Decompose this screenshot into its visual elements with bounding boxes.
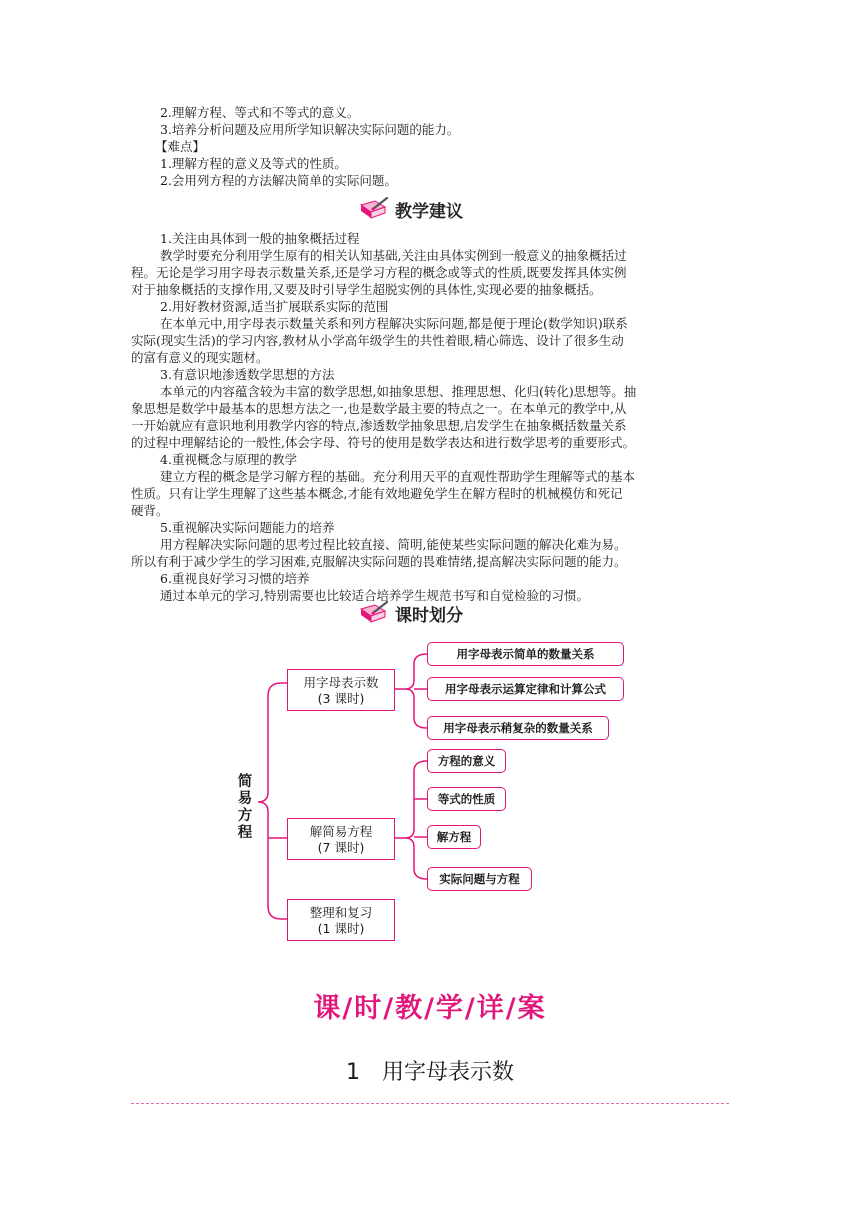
paragraph-line: 所以有利于减少学生的学习困难,克服解决实际问题的畏难情绪,提高解决实际问题的能力。 xyxy=(131,554,627,569)
tree-leaf: 等式的性质 xyxy=(427,787,506,811)
section-title: 课时划分 xyxy=(395,606,463,626)
paragraph-line: 硬背。 xyxy=(131,503,169,518)
lesson-plan-title: 课/时/教/学/详/案 xyxy=(313,993,547,1024)
paragraph-line: 通过本单元的学习,特别需要也比较适合培养学生规范书写和自觉检验的习惯。 xyxy=(160,588,589,603)
suggestion-heading: 4.重视概念与原理的教学 xyxy=(160,452,297,467)
suggestion-heading: 3.有意识地渗透数学思想的方法 xyxy=(160,367,335,382)
intro-line: 2.理解方程、等式和不等式的意义。 xyxy=(160,105,360,120)
tree-branch-letters xyxy=(287,669,395,711)
branch-hours: (7 课时) xyxy=(317,840,365,855)
paragraph-line: 教学时要充分利用学生原有的相关认知基础,关注由具体实例到一般意义的抽象概括过 xyxy=(160,248,627,263)
paragraph-line: 一开始就应有意识地利用教学内容的特点,渗透数学抽象思想,启发学生在抽象概括数量关系 xyxy=(131,418,627,433)
tree-leaf: 用字母表示稍复杂的数量关系 xyxy=(427,716,609,740)
section-title: 教学建议 xyxy=(395,202,463,222)
intro-line: 2.会用列方程的方法解决简单的实际问题。 xyxy=(160,173,397,188)
paragraph-line: 用方程解决实际问题的思考过程比较直接、简明,能使某些实际问题的解决化难为易。 xyxy=(160,537,627,552)
paragraph-line: 程。无论是学习用字母表示数量关系,还是学习方程的概念或等式的性质,既要发挥具体实例 xyxy=(131,265,627,280)
tree-leaf: 解方程 xyxy=(427,825,481,849)
branch-label: 解简易方程 xyxy=(309,824,373,839)
suggestion-heading: 6.重视良好学习习惯的培养 xyxy=(160,571,310,586)
tree-root: 简 易 方 程 xyxy=(237,774,253,841)
branch-label: 用字母表示数 xyxy=(303,675,379,690)
paragraph-line: 实际(现实生活)的学习内容,教材从小学高年级学生的共性着眼,精心筛选、设计了很多生动 xyxy=(131,333,624,348)
divider xyxy=(131,1103,729,1104)
tree-branch-equations xyxy=(287,818,395,860)
paragraph-line: 的过程中理解结论的一般性,体会字母、符号的使用是数学表达和进行数学思考的重要形式。 xyxy=(131,435,635,450)
paragraph-line: 建立方程的概念是学习解方程的基础。充分利用天平的直观性帮助学生理解等式的基本 xyxy=(160,469,636,484)
tree-leaf: 用字母表示简单的数量关系 xyxy=(427,642,624,666)
difficulty-heading: 【难点】 xyxy=(155,139,206,154)
suggestion-heading: 1.关注由具体到一般的抽象概括过程 xyxy=(160,231,360,246)
paragraph-line: 性质。只有让学生理解了这些基本概念,才能有效地避免学生在解方程时的机械模仿和死记 xyxy=(131,486,623,501)
suggestion-heading: 5.重视解决实际问题能力的培养 xyxy=(160,520,335,535)
suggestion-heading: 2.用好教材资源,适当扩展联系实际的范围 xyxy=(160,299,389,314)
tree-leaf: 用字母表示运算定律和计算公式 xyxy=(427,677,624,701)
intro-line: 3.培养分析问题及应用所学知识解决实际问题的能力。 xyxy=(160,122,460,137)
paragraph-line: 象思想是数学中最基本的思想方法之一,也是数学最主要的特点之一。在本单元的教学中,从 xyxy=(131,401,627,416)
paragraph-line: 的富有意义的现实题材。 xyxy=(131,350,269,365)
unit-number: 1 xyxy=(345,1060,360,1085)
paragraph-line: 在本单元中,用字母表示数量关系和列方程解决实际问题,都是便于理论(数学知识)联系 xyxy=(160,316,628,331)
intro-line: 1.理解方程的意义及等式的性质。 xyxy=(160,156,347,171)
paragraph-line: 对于抽象概括的支撑作用,又要及时引导学生超脱实例的具体性,实现必要的抽象概括。 xyxy=(131,282,602,297)
paragraph-line: 本单元的内容蕴含较为丰富的数学思想,如抽象思想、推理思想、化归(转化)思想等。抽 xyxy=(160,384,637,399)
tree-leaf: 方程的意义 xyxy=(427,749,506,773)
tree-branch-review xyxy=(287,899,395,941)
unit-title-text: 用字母表示数 xyxy=(381,1060,514,1085)
branch-hours: (3 课时) xyxy=(317,691,365,706)
branch-hours: (1 课时) xyxy=(317,921,365,936)
tree-leaf: 实际问题与方程 xyxy=(427,867,532,891)
branch-label: 整理和复习 xyxy=(309,905,373,920)
unit-heading xyxy=(0,1055,860,1086)
